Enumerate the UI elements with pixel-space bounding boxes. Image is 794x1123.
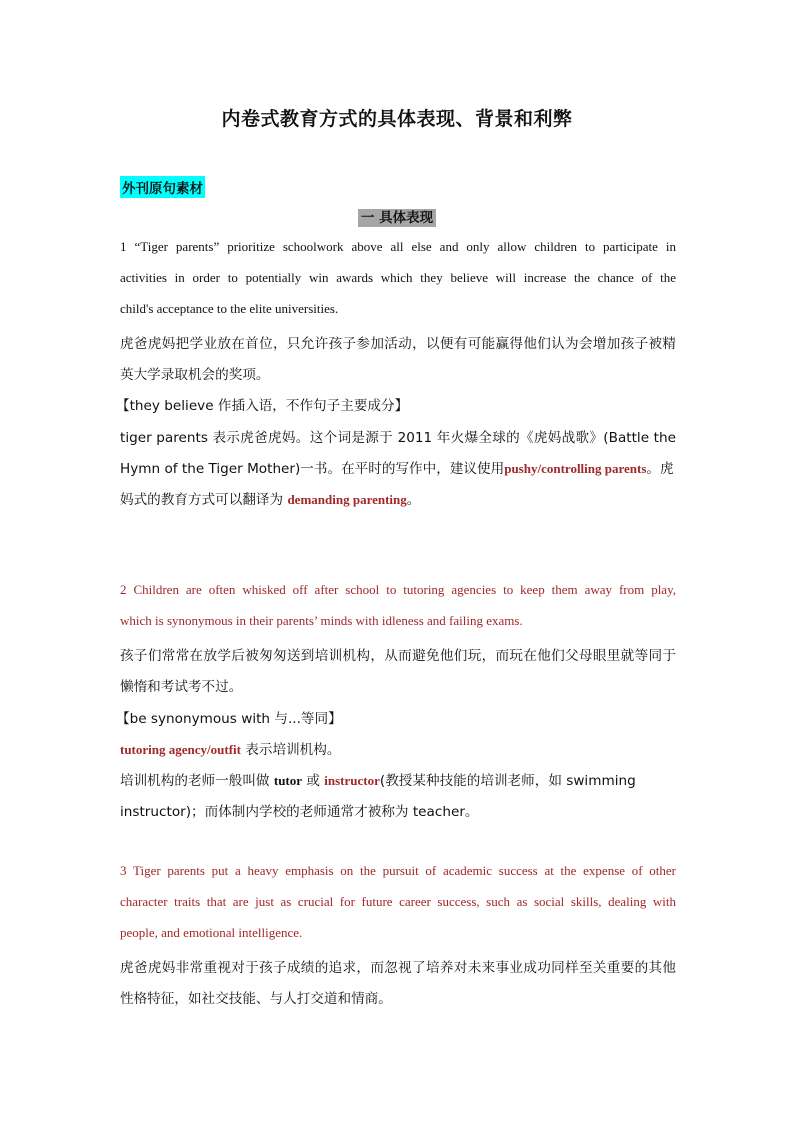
item1-chinese-line: 虎爸虎妈把学业放在首位，只允许孩子参加活动，以便有可能赢得他们认为会增加孩子被精	[120, 336, 676, 352]
item2-english-line: 2 Children are often whisked off after school to tutoring agencies to keep them away from play,	[120, 582, 676, 597]
explanation-text: Hymn of the Tiger Mother)一书。在平时的写作中，建议使用	[120, 461, 505, 477]
item3-english-line: people, and emotional intelligence.	[120, 925, 303, 940]
bold-term: tutor	[273, 773, 303, 788]
item1-chinese-line: 英大学录取机会的奖项。	[120, 367, 270, 383]
explanation-text: 。虎	[646, 461, 674, 477]
highlighted-term: demanding parenting	[287, 492, 407, 507]
item2-chinese-line: 孩子们常常在放学后被匆匆送到培训机构，从而避免他们玩，而玩在他们父母眼里就等同于	[120, 648, 676, 664]
highlighted-term: instructor	[324, 773, 380, 788]
item2-explanation-line	[120, 738, 676, 758]
highlighted-term: tutoring agency/outfit	[120, 742, 241, 757]
explanation-text: 表示培训机构。	[240, 742, 341, 758]
item2-explanation-line	[120, 769, 676, 789]
item1-explanation-line: tiger parents 表示虎爸虎妈。这个词是源于 2011 年火爆全球的《虎妈战歌》(Battle the	[120, 430, 676, 446]
highlighted-term: pushy/controlling parents	[504, 461, 647, 476]
page-title: 内卷式教育方式的具体表现、背景和利弊	[221, 108, 573, 130]
item1-explanation-line	[120, 457, 676, 477]
explanation-text: 妈式的教育方式可以翻译为	[120, 492, 288, 508]
item1-explanation-line	[120, 488, 676, 508]
item2-chinese-line: 懒惰和考试考不过。	[120, 679, 243, 695]
item1-english-line: activities in order to potentially win awards which they believe will increase the chance of the	[120, 270, 676, 285]
item3-english-line: 3 Tiger parents put a heavy emphasis on the pursuit of academic success at the expense of other	[120, 863, 676, 878]
item3-chinese-line: 性格特征，如社交技能、与人打交道和情商。	[120, 991, 392, 1007]
subheading-text: 一 具体表现	[358, 209, 436, 227]
item1-english-line: child's acceptance to the elite universities.	[120, 301, 339, 316]
item3-chinese-line: 虎爸虎妈非常重视对于孩子成绩的追求，而忽视了培养对未来事业成功同样至关重要的其他	[120, 960, 676, 976]
explanation-text: 或	[302, 773, 325, 789]
item1-english-line: 1 “Tiger parents” prioritize schoolwork above all else and only allow children to participate in	[120, 239, 676, 254]
item2-grammar-note: 【be synonymous with 与...等同】	[116, 711, 342, 727]
explanation-text: (教授某种技能的培训老师，如 swimming	[379, 773, 636, 789]
section-label: 外刊原句素材	[120, 176, 205, 198]
explanation-text: 。	[406, 492, 421, 508]
item2-explanation-line: instructor)；而体制内学校的老师通常才被称为 teacher。	[120, 804, 479, 820]
item2-english-line: which is synonymous in their parents’ minds with idleness and failing exams.	[120, 613, 523, 628]
item1-grammar-note: 【they believe 作插入语，不作句子主要成分】	[116, 398, 409, 414]
item3-english-line: character traits that are just as crucial for future career success, such as social skills, dealing with	[120, 894, 676, 909]
subheading	[0, 206, 794, 226]
explanation-text: 培训机构的老师一般叫做	[120, 773, 274, 789]
